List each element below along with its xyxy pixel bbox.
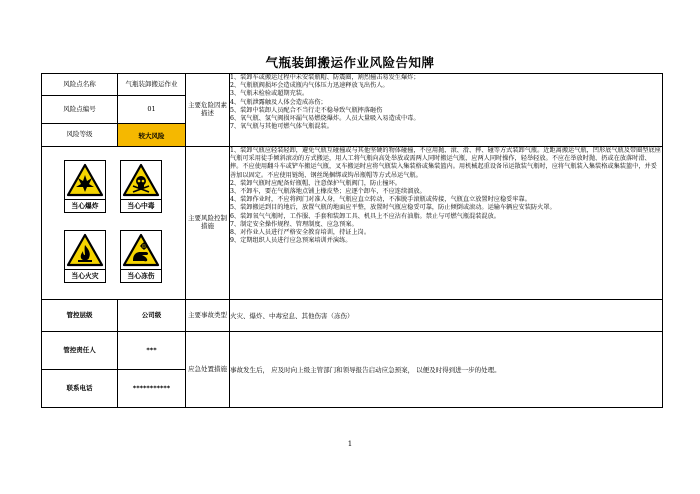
sign-caption: 当心冻伤 <box>120 270 162 283</box>
responsible-person-label: 管控责任人 <box>42 332 118 370</box>
explosion-icon <box>66 163 104 197</box>
warning-sign <box>64 230 106 286</box>
control-line: 4、装卸作业时，不应将阀门对准人身，气瓶应直立转动，不准脱手滚瓶或传接，气瓶直立放置时应稳妥牢靠。 <box>230 196 531 204</box>
hazards-label: 主要危险因素描述 <box>186 74 230 147</box>
controls-list <box>230 147 663 300</box>
controls-label: 主要风险控制措施 <box>186 147 230 300</box>
risk-level-badge: 较大风险 <box>118 124 186 147</box>
emergency-label: 应急处置措施 <box>186 332 230 408</box>
hazard-line: 3、气瓶未检验或超期充装。 <box>230 90 309 98</box>
warning-signs <box>42 147 186 300</box>
responsible-person-value: *** <box>118 332 186 370</box>
hazard-line: 4、气瓶泄露触及人体会造成冻伤； <box>230 98 327 106</box>
management-level-label: 管控层级 <box>42 300 118 332</box>
risk-id-value: 01 <box>118 96 186 124</box>
control-line: 5、装卸搬运到目的地后，放置气瓶的地面应平整，放置时气瓶应稳妥可靠，防止倾倒或滚动。运输车辆应安装防火罩。 <box>230 204 556 212</box>
risk-id-label: 风险点编号 <box>42 96 118 124</box>
accident-type-value: 火灾、爆炸、中毒窒息、其他伤害（冻伤） <box>230 300 663 332</box>
control-line: 3、不卸车，要在气瓶落地点铺上橡皮垫；应逐个卸车，不应连续溜放。 <box>230 187 426 195</box>
page-number: 1 <box>347 440 353 448</box>
control-line: 9、定期组织人员进行应急预案培训并演练。 <box>230 237 352 245</box>
control-line: 6、装卸氧气气瓶时，工作服、手套和装卸工具、机具上不应沾有油脂。禁止与可燃气瓶混装混放。 <box>230 212 500 220</box>
document-title: 气瓶装卸搬运作业风险告知牌 <box>265 55 435 70</box>
contact-phone-value: *********** <box>118 370 186 408</box>
emergency-text: 事故发生后， 应及时向上级主管部门和领导报告启动应急预案， 以便及时得到进一步的处理。 <box>230 332 663 408</box>
control-line: 8、对作业人员进行严格安全教育培训，持证上岗。 <box>230 228 371 236</box>
sign-caption: 当心火灾 <box>64 270 106 283</box>
skull-icon <box>122 163 160 197</box>
hazard-line: 2、气瓶瓶阀损坏会造成瓶内气体压力迅速释放飞出伤人。 <box>230 82 389 90</box>
warning-sign <box>120 160 162 216</box>
hazard-line: 1、装卸车或搬运过程中未安装瓶帽、防震圈，割烈撞击易发生爆炸； <box>230 74 420 81</box>
control-line: 7、制定安全操作规程、管理制度、应急预案。 <box>230 220 358 228</box>
sign-caption: 当心爆炸 <box>64 200 106 213</box>
warning-sign <box>64 160 106 216</box>
risk-level-label: 风险等级 <box>42 124 118 147</box>
hazard-line: 6、氧气瓶、氢气阀损坏漏气易燃烧爆炸。人员大量吸入易造成中毒。 <box>230 114 420 122</box>
flame-icon <box>66 233 104 267</box>
hazard-line: 5、装卸中装卸人员配合不当行走不稳导致气瓶摔落砸伤 <box>230 106 383 114</box>
control-line: 2、装卸气瓶时应配备好瓶帽，注意保护气瓶阀门，防止撞坏。 <box>230 179 401 187</box>
risk-name-value: 气瓶装卸搬运作业 <box>118 74 186 96</box>
hazards-list <box>230 74 663 147</box>
accident-type-label: 主要事故类型 <box>186 300 230 332</box>
management-level-value: 公司级 <box>118 300 186 332</box>
control-line: 1、装卸气瓶应轻装轻卸，避免气瓶互碰撞或与其他坚硬的物体碰撞，不应用抛、滚、滑、摔、碰等方式装卸气瓶。近距离搬运气瓶，凹形底气瓶及带圈型底座气瓶可采用徒手倾斜滚动的方式搬运，用人工将气瓶向高处举放或需两人同时搬运气瓶，应两人同时操作，轻举轻放。不应在举放时抛、扔或在放落时滑、摔。不应使用翻斗车或铲车搬运气瓶，叉车搬运时应将气瓶装入集装格或集装篮内。用机械起重设备吊运散装气瓶时，应将气瓶装入集装格或集装篮中，并妥善加以固定。不应使用链绳、钢丝绳捆绑或钩吊瓶帽等方式吊运气瓶。 <box>230 147 661 179</box>
risk-notice-table <box>41 73 663 408</box>
hazard-line: 7、氧气瓶与其他可燃气体气瓶混装。 <box>230 123 333 131</box>
frostbite-icon <box>122 233 160 267</box>
sign-caption: 当心中毒 <box>120 200 162 213</box>
risk-name-label: 风险点名称 <box>42 74 118 96</box>
warning-sign <box>120 230 162 286</box>
contact-phone-label: 联系电话 <box>42 370 118 408</box>
